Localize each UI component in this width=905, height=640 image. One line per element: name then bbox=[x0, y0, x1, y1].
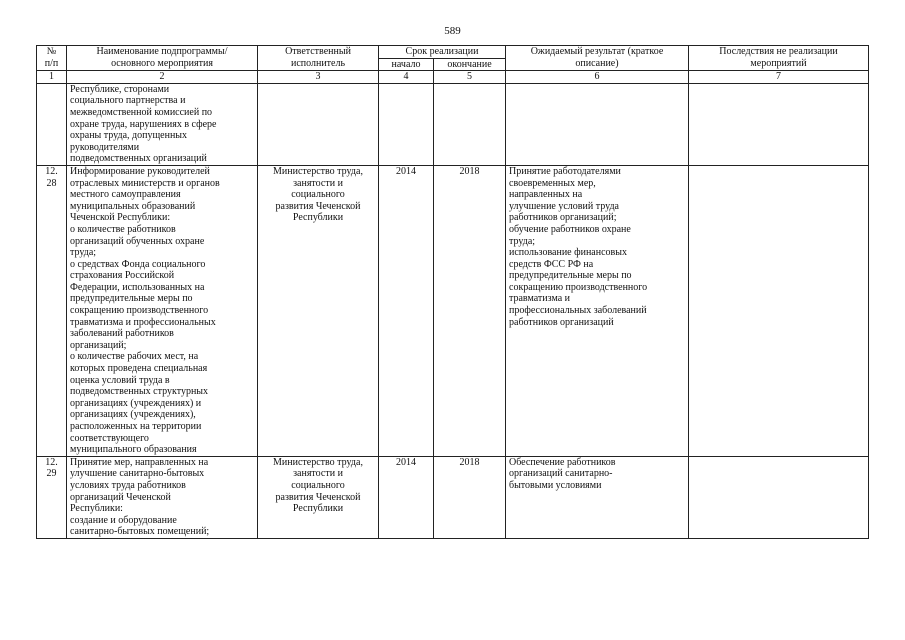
activity-name bbox=[67, 456, 258, 538]
activity-name-line: о средствах Фонда социального bbox=[70, 258, 206, 270]
start-year: 2014 bbox=[379, 165, 434, 456]
expected-result-line: своевременных мер, bbox=[509, 177, 596, 189]
responsible-executor-line: социального bbox=[291, 479, 345, 491]
expected-result-line: травматизма и bbox=[509, 293, 571, 305]
row-number-line: 28 bbox=[46, 177, 57, 189]
responsible-executor-line: занятости и bbox=[293, 468, 343, 480]
responsible-executor-line: социального bbox=[291, 189, 345, 201]
table-row bbox=[37, 83, 869, 165]
expected-result bbox=[506, 456, 689, 538]
activity-name-line: Чеченской Республики: bbox=[70, 212, 171, 224]
header-consequences-line1: Последствия не реализации bbox=[719, 46, 838, 57]
activity-name-line: о количестве работников bbox=[70, 223, 176, 235]
end-year bbox=[434, 83, 506, 165]
activities-table bbox=[36, 45, 869, 539]
activity-name-line: Принятие мер, направленных на bbox=[70, 456, 209, 468]
expected-result-line: сокращению производственного bbox=[509, 281, 648, 293]
activity-name-line: организаций Чеченской bbox=[70, 491, 171, 503]
activity-name-line: подведомственных структурных bbox=[70, 386, 209, 398]
expected-result-line: труда; bbox=[509, 235, 536, 247]
activity-name-line: улучшение санитарно-бытовых bbox=[70, 468, 205, 480]
activity-name-line: организаций обученных охране bbox=[70, 235, 205, 247]
activity-name-line: Федерации, использованных на bbox=[70, 281, 205, 293]
expected-result-line: улучшение условий труда bbox=[509, 200, 619, 212]
activity-name-line: оценка условий труда в bbox=[70, 374, 170, 386]
responsible-executor-line: Республики bbox=[292, 503, 344, 515]
expected-result-line: бытовыми условиями bbox=[509, 479, 602, 491]
activity-name-line: охране труда, нарушениях в сфере bbox=[70, 118, 217, 130]
column-number: 2 bbox=[67, 71, 258, 84]
responsible-executor-line: Республики bbox=[292, 212, 344, 224]
activity-name-line: соответствующего bbox=[70, 432, 149, 444]
activity-name-line: заболеваний работников bbox=[70, 328, 174, 340]
activity-name-line: Информирование руководителей bbox=[70, 165, 210, 177]
header-term: Срок реализации bbox=[379, 46, 506, 59]
activity-name-line: социального партнерства и bbox=[70, 95, 186, 107]
activity-name-line: Республики: bbox=[70, 503, 123, 515]
table-body bbox=[37, 83, 869, 538]
responsible-executor bbox=[258, 83, 379, 165]
header-number-line1: № bbox=[46, 46, 57, 57]
activity-name-line: труда; bbox=[70, 247, 97, 259]
table-row bbox=[37, 456, 869, 538]
header-number bbox=[37, 46, 67, 71]
responsible-executor bbox=[258, 165, 379, 456]
responsible-executor-line: Министерство труда, bbox=[273, 456, 363, 468]
header-end: окончание bbox=[434, 58, 506, 71]
page-number: 589 bbox=[444, 25, 461, 37]
expected-result-line: Принятие работодателями bbox=[509, 165, 621, 177]
consequences bbox=[689, 456, 869, 538]
activity-name-line: подведомственных организаций bbox=[70, 153, 207, 165]
header-name-line2: основного мероприятия bbox=[111, 57, 213, 69]
activity-name-line: о количестве рабочих мест, на bbox=[70, 351, 199, 363]
end-year: 2018 bbox=[434, 456, 506, 538]
activity-name-line: которых проведена специальная bbox=[70, 363, 208, 375]
activity-name-line: санитарно-бытовых помещений; bbox=[70, 526, 210, 538]
header-number-line2: п/п bbox=[44, 57, 59, 69]
expected-result-line: предупредительные меры по bbox=[509, 270, 632, 282]
activity-name-line: страхования Российской bbox=[70, 270, 175, 282]
activity-name-line: местного самоуправления bbox=[70, 189, 181, 201]
column-number: 6 bbox=[506, 71, 689, 84]
activity-name-line: Республике, сторонами bbox=[70, 83, 170, 95]
header-start: начало bbox=[379, 58, 434, 71]
responsible-executor-line: занятости и bbox=[293, 177, 343, 189]
header-name-line1: Наименование подпрограммы/ bbox=[96, 46, 228, 57]
column-number: 3 bbox=[258, 71, 379, 84]
activity-name bbox=[67, 165, 258, 456]
column-number: 5 bbox=[434, 71, 506, 84]
header-result bbox=[506, 46, 689, 71]
expected-result-line: работников организаций bbox=[509, 316, 614, 328]
responsible-executor bbox=[258, 456, 379, 538]
row-number bbox=[37, 456, 67, 538]
activity-name-line: расположенных на территории bbox=[70, 421, 202, 432]
row-number-line: 12. bbox=[45, 456, 58, 468]
consequences bbox=[689, 83, 869, 165]
expected-result-line: направленных на bbox=[509, 189, 583, 201]
column-number: 4 bbox=[379, 71, 434, 84]
activity-name-line: условиях труда работников bbox=[70, 479, 186, 491]
activity-name-line: создание и оборудование bbox=[70, 514, 177, 526]
expected-result-line: использование финансовых bbox=[509, 247, 627, 259]
activity-name-line: организаций; bbox=[70, 339, 127, 351]
expected-result bbox=[506, 83, 689, 165]
row-number-line: 29 bbox=[46, 468, 57, 480]
header-executor-line1: Ответственный bbox=[285, 46, 351, 57]
consequences bbox=[689, 165, 869, 456]
header-row-1 bbox=[37, 46, 869, 59]
expected-result-line: профессиональных заболеваний bbox=[509, 305, 647, 317]
activity-name-line: предупредительные меры по bbox=[70, 293, 193, 305]
activity-name-line: сокращению производственного bbox=[70, 305, 209, 317]
column-number: 1 bbox=[37, 71, 67, 84]
expected-result-line: работников организаций; bbox=[509, 212, 617, 224]
activity-name bbox=[67, 83, 258, 165]
header-result-line2: описание) bbox=[575, 57, 619, 69]
expected-result bbox=[506, 165, 689, 456]
activity-name-line: организациях (учреждениях), bbox=[70, 409, 196, 421]
row-number bbox=[37, 83, 67, 165]
start-year: 2014 bbox=[379, 456, 434, 538]
row-number-line: 12. bbox=[45, 165, 58, 177]
expected-result-line: Обеспечение работников bbox=[509, 456, 616, 468]
row-number bbox=[37, 165, 67, 456]
expected-result-line: средств ФСС РФ на bbox=[509, 258, 594, 270]
start-year bbox=[379, 83, 434, 165]
responsible-executor-line: развития Чеченской bbox=[275, 491, 361, 503]
activity-name-line: организациях (учреждениях) и bbox=[70, 397, 202, 409]
header-result-line1: Ожидаемый результат (краткое bbox=[530, 46, 664, 57]
activity-name-line: отраслевых министерств и органов bbox=[70, 177, 220, 189]
responsible-executor-line: Министерство труда, bbox=[273, 165, 363, 177]
activity-name-line: руководителями bbox=[70, 141, 140, 153]
activity-name-line: межведомственной комиссией по bbox=[70, 106, 213, 118]
header-executor-line2: исполнитель bbox=[290, 57, 346, 69]
activity-name-line: травматизма и профессиональных bbox=[70, 316, 216, 328]
activity-name-line: муниципальных образований bbox=[70, 200, 196, 212]
expected-result-line: обучение работников охране bbox=[509, 223, 631, 235]
header-consequences bbox=[689, 46, 869, 71]
end-year: 2018 bbox=[434, 165, 506, 456]
column-numbers-row bbox=[37, 71, 869, 84]
activity-name-line: муниципального образования bbox=[70, 444, 197, 456]
table-row bbox=[37, 165, 869, 456]
activity-name-line: охраны труда, допущенных bbox=[70, 130, 188, 142]
column-number: 7 bbox=[689, 71, 869, 84]
expected-result-line: организаций санитарно- bbox=[509, 468, 613, 480]
header-consequences-line2: мероприятий bbox=[750, 57, 807, 69]
header-executor bbox=[258, 46, 379, 71]
responsible-executor-line: развития Чеченской bbox=[275, 200, 361, 212]
header-name bbox=[67, 46, 258, 71]
